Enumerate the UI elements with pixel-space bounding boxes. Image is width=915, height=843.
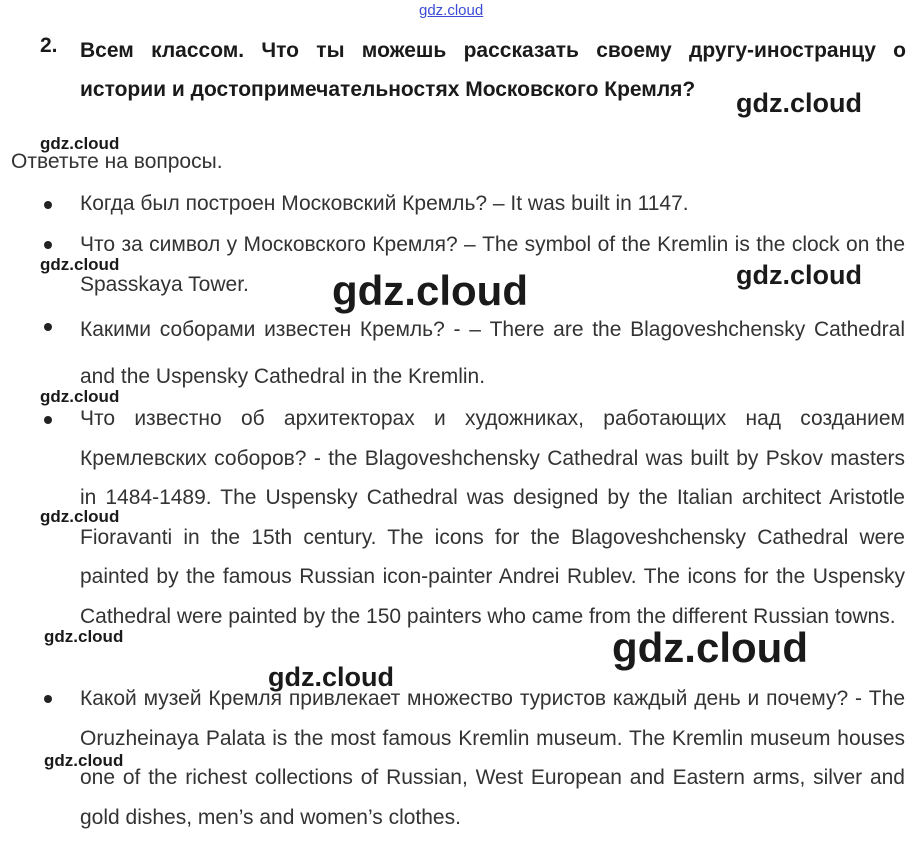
qa-item-4: Что известно об архитекторах и художниках, работающих над созданием Кремлевских соборов? - the Blagoveshchensky Cathedral was built by Pskov masters in 1484-1489. The Uspensky Cathedral was designed by the Italian architect Aristotle Fioravanti in the 15th century. The icons for the Blagoveshchensky Cathedral were painted by the famous Russian icon-painter Andrei Rublev. The icons for the Uspensky Cathedral were painted by the 150 painters who came from the different Russian towns.: [80, 407, 905, 628]
watermark: gdz.cloud: [40, 507, 120, 526]
bullet-icon: [44, 201, 52, 209]
watermark: gdz.cloud: [736, 260, 862, 290]
bullet-icon: [44, 416, 52, 424]
watermark: gdz.cloud: [44, 627, 124, 646]
watermark: gdz.cloud: [40, 134, 120, 153]
watermark: gdz.cloud: [612, 624, 808, 671]
qa-item-5: Какой музей Кремля привлекает множество туристов каждый день и почему? - The Oruzheinaya Palata is the most famous Kremlin museum. The Kremlin museum houses one of the richest collections of Russian, West European and Eastern arms, silver and gold dishes, men’s and women’s clothes.: [80, 687, 905, 829]
watermark: gdz.cloud: [44, 751, 124, 770]
watermark: gdz.cloud: [40, 255, 120, 274]
watermark: gdz.cloud: [736, 88, 862, 118]
watermark: gdz.cloud: [332, 267, 528, 314]
task-number: 2.: [40, 34, 58, 57]
qa-item-2: Что за символ у Московского Кремля? – The symbol of the Kremlin is the clock on the Spasskaya Tower.: [80, 233, 905, 296]
watermark: gdz.cloud: [268, 662, 394, 692]
bullet-icon: [44, 695, 52, 703]
bullet-icon: [44, 241, 52, 249]
qa-item-1: Когда был построен Московский Кремль? – It was built in 1147.: [80, 192, 689, 215]
watermark: gdz.cloud: [40, 387, 120, 406]
task-text: Всем классом. Что ты можешь рассказать своему другу-иностранцу о истории и достопримечательностях Московского Кремля?: [80, 39, 906, 101]
qa-item-3: Какими соборами известен Кремль? - – There are the Blagoveshchensky Cathedral and the Uspensky Cathedral in the Kremlin.: [80, 318, 905, 388]
bullet-icon: [44, 323, 52, 331]
watermark-link-top[interactable]: gdz.cloud: [419, 2, 484, 19]
intro-text: Ответьте на вопросы.: [11, 150, 223, 173]
